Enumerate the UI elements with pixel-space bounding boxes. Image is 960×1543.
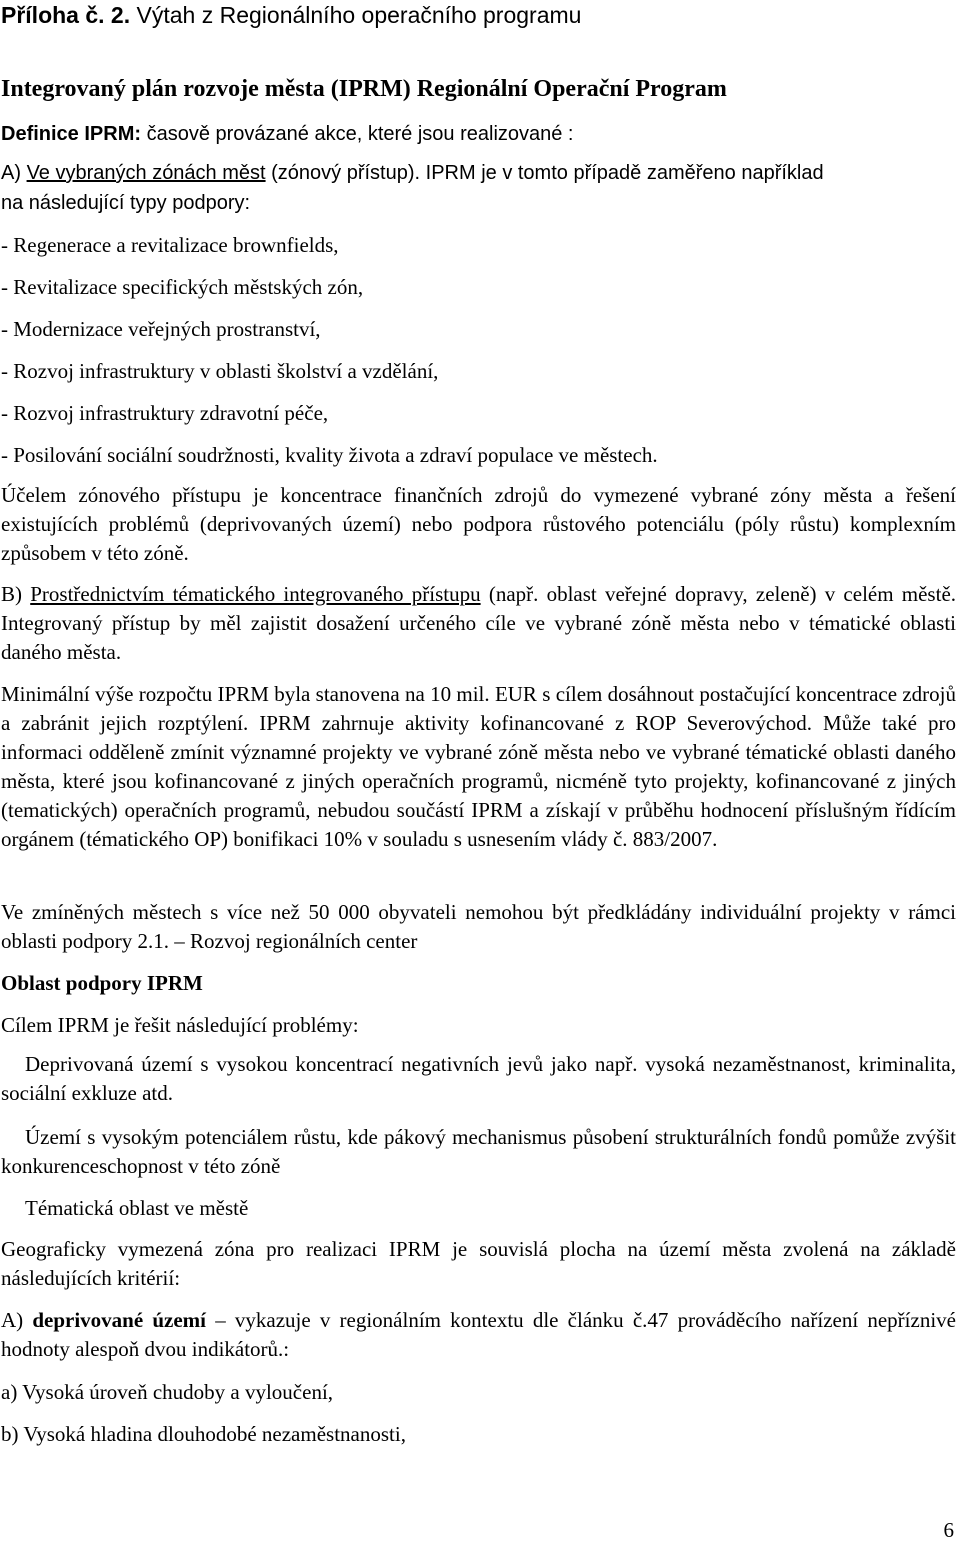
budget-paragraph: Minimální výše rozpočtu IPRM byla stanovena na 10 mil. EUR s cílem dosáhnout postačující koncentrace zdrojů a zabránit jejich rozptýlení. IPRM zahrnuje aktivity kofinancované z ROP Severovýchod. Může také pro informaci odděleně zmínit významné projekty ve vybrané zóně města nebo ve vybrané tématické oblasti daného města, které jsou kofinancované z jiných operačních programů, nicméně tyto projekty, kofinancované z jiných (tematických) operačních programů, nebudou součástí IPRM a získají v průběhu hodnocení příslušným řídícím orgánem (tématického OP) bonifikaci 10% v souladu s usnesením vlády č. 883/2007. xyxy=(1,682,956,851)
criteria-item: b) Vysoká hladina dlouhodobé nezaměstnanosti, xyxy=(1,1422,406,1446)
page-number: 6 xyxy=(943,1518,954,1542)
list-item: - Rozvoj infrastruktury zdravotní péče, xyxy=(1,401,329,425)
definition-line xyxy=(1,121,574,147)
section-a-line-2: na následující typy podpory: xyxy=(1,192,251,214)
problem-item: Tématická oblast ve městě xyxy=(25,1196,249,1220)
list-item: - Regenerace a revitalizace brownfields, xyxy=(1,233,339,257)
section-b-text: (např. oblast veřejné dopravy, zeleně) v celém městě. Integrovaný přístup by měl zajistit dosažení určeného cíle ve vybrané zóně města nebo v tématické oblasti daného města. xyxy=(1,582,957,664)
criteria-prefix: A) xyxy=(1,1308,33,1332)
definition-label: Definice IPRM: xyxy=(1,123,142,145)
list-item: - Posilování sociální soudržnosti, kvality života a zdraví populace ve městech. xyxy=(1,443,658,467)
section-a-line xyxy=(1,160,824,186)
criteria-paragraph xyxy=(1,1306,956,1364)
section-b-paragraph xyxy=(1,580,956,667)
list-item: - Revitalizace specifických městských zón, xyxy=(1,275,364,299)
section-a-heading: Ve vybraných zónách měst xyxy=(26,162,266,184)
annex-subtitle: Výtah z Regionálního operačního programu xyxy=(130,2,582,28)
list-item: - Modernizace veřejných prostranství, xyxy=(1,317,321,341)
section-b-prefix: B) xyxy=(1,582,31,606)
cities-paragraph: Ve zmíněných městech s více než 50 000 obyvateli nemohou být předkládány individuální projekty v rámci oblasti podpory 2.1. – Rozvoj regionálních center xyxy=(1,900,956,953)
purpose-paragraph: Účelem zónového přístupu je koncentrace finančních zdrojů do vymezené vybrané zóny města a řešení existujících problémů (deprivovaných území) nebo podpora růstového potenciálu (póly růstu) komplexním způsobem v této zóně. xyxy=(1,483,956,565)
criteria-item: a) Vysoká úroveň chudoby a vyloučení, xyxy=(1,1380,334,1404)
criteria-text: – vykazuje v regionálním kontextu dle článku č.47 prováděcího nařízení nepříznivé hodnoty alespoň dvou indikátorů.: xyxy=(1,1308,956,1361)
section-a-prefix: A) xyxy=(1,162,27,184)
list-item: - Rozvoj infrastruktury v oblasti školství a vzdělání, xyxy=(1,359,439,383)
support-heading: Oblast podpory IPRM xyxy=(1,971,203,995)
document-title: Integrovaný plán rozvoje města (IPRM) Regionální Operační Program xyxy=(1,76,727,102)
goal-line: Cílem IPRM je řešit následující problémy: xyxy=(1,1013,359,1037)
criteria-term: deprivované území xyxy=(32,1308,207,1332)
zone-paragraph: Geograficky vymezená zóna pro realizaci IPRM je souvislá plocha na území města zvolená na základě následujících kritérií: xyxy=(1,1237,956,1290)
section-a-suffix: (zónový přístup). IPRM je v tomto případě zaměřeno například xyxy=(265,162,824,184)
problem-item: Deprivovaná území s vysokou koncentrací negativních jevů jako např. vysoká nezaměstnanost, kriminalita, sociální exkluze atd. xyxy=(1,1052,956,1105)
problem-item: Území s vysokým potenciálem růstu, kde pákový mechanismus působení strukturálních fondů pomůže zvýšit konkurenceschopnost v této zóně xyxy=(1,1125,956,1178)
definition-text: časově provázané akce, které jsou realizované : xyxy=(141,123,574,145)
annex-header xyxy=(1,1,581,29)
section-b-heading: Prostřednictvím tématického integrovaného přístupu xyxy=(30,582,481,606)
annex-label: Příloha č. 2. xyxy=(1,2,131,28)
